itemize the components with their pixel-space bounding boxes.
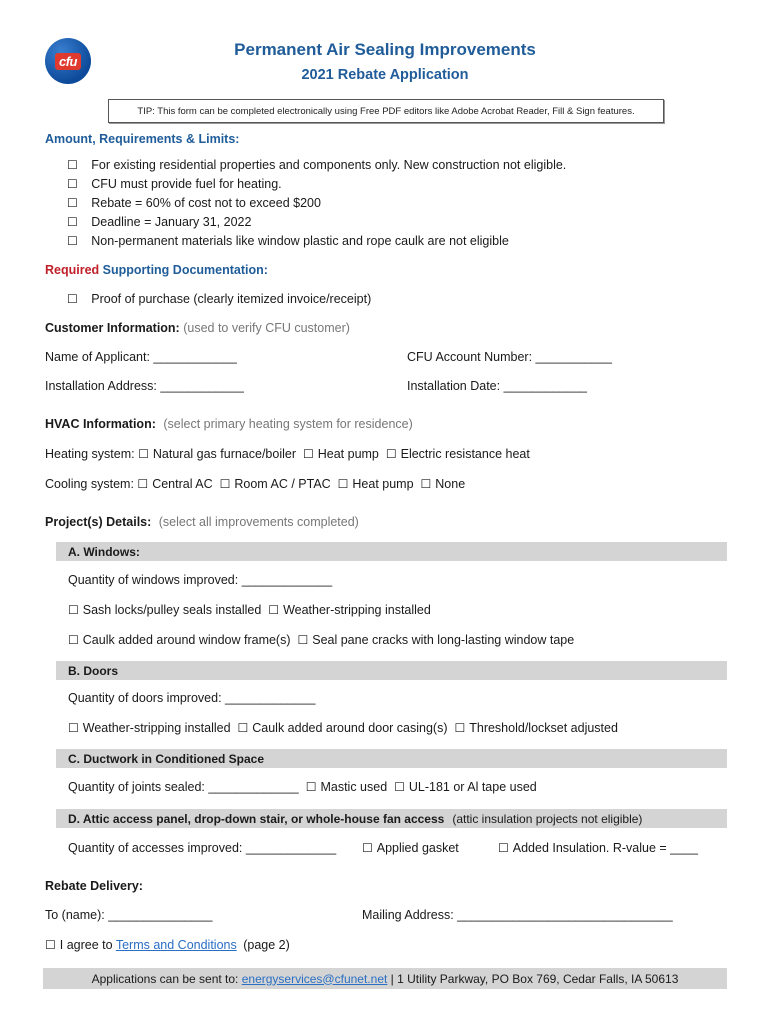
amount-item-label: Non-permanent materials like window plastic and rope caulk are not eligible — [91, 234, 509, 248]
cooling-option: Central AC — [152, 477, 213, 491]
windows-option: Caulk added around window frame(s) — [82, 633, 291, 647]
name-field[interactable]: Name of Applicant: ____________ — [45, 350, 237, 364]
doors-option: Weather-stripping installed — [82, 721, 231, 735]
agree-prefix: I agree to — [59, 938, 113, 952]
checkbox[interactable]: ☐ — [137, 477, 149, 491]
cooling-option: Heat pump — [352, 477, 414, 491]
hvac-heading — [45, 417, 413, 431]
amount-item[interactable] — [67, 196, 321, 210]
logo-text: cfu — [55, 53, 81, 70]
checkbox[interactable]: ☐ — [219, 477, 231, 491]
date-field[interactable]: Installation Date: ____________ — [407, 379, 588, 393]
attic-option: Added Insulation. R-value = ____ — [512, 841, 698, 855]
checkbox[interactable]: ☐ — [302, 447, 314, 461]
docs-item[interactable] — [67, 292, 371, 306]
tip-box — [108, 99, 664, 123]
checkbox[interactable]: ☐ — [68, 603, 79, 617]
attic-bar-label: D. Attic access panel, drop-down stair, or whole-house fan access — [68, 811, 445, 826]
heating-row — [45, 447, 530, 461]
checkbox[interactable]: ☐ — [67, 158, 78, 172]
windows-option: Weather-stripping installed — [283, 603, 431, 617]
cooling-label: Cooling system: — [45, 477, 134, 491]
checkbox[interactable]: ☐ — [67, 196, 78, 210]
amount-item-label: For existing residential properties and components only. New construction not eligible. — [91, 158, 567, 172]
page-subtitle: 2021 Rebate Application — [301, 67, 469, 83]
attic-option-insulation — [498, 841, 698, 855]
tip-text: TIP: This form can be completed electronically using Free PDF editors like Adobe Acrobat Reader, Fill & Sign features. — [137, 105, 635, 117]
doors-option: Caulk added around door casing(s) — [252, 721, 448, 735]
to-name-field[interactable]: To (name): _______________ — [45, 908, 213, 922]
mailing-address-field[interactable]: Mailing Address: _______________________________ — [362, 908, 673, 922]
checkbox[interactable]: ☐ — [138, 447, 149, 461]
windows-row-1 — [68, 603, 431, 617]
doors-bar: B. Doors — [56, 661, 727, 680]
attic-bar — [56, 809, 727, 828]
delivery-heading: Rebate Delivery: — [45, 879, 143, 893]
checkbox[interactable]: ☐ — [68, 633, 79, 647]
customer-heading-label: Customer Information: — [45, 321, 180, 335]
docs-heading — [45, 263, 268, 277]
cooling-row — [45, 477, 465, 491]
heating-label: Heating system: — [45, 447, 135, 461]
checkbox[interactable]: ☐ — [337, 477, 349, 491]
required-label: Required — [45, 263, 100, 277]
windows-option: Seal pane cracks with long-lasting window tape — [312, 633, 575, 647]
checkbox[interactable]: ☐ — [362, 841, 373, 855]
email-link[interactable]: energyservices@cfunet.net — [241, 971, 388, 986]
checkbox[interactable]: ☐ — [297, 633, 309, 647]
attic-option: Applied gasket — [376, 841, 459, 855]
ductwork-qty-field[interactable]: Quantity of joints sealed: _____________ — [68, 780, 299, 794]
page-title: Permanent Air Sealing Improvements — [234, 40, 536, 59]
ductwork-row — [68, 780, 537, 794]
customer-heading — [45, 321, 350, 335]
projects-heading — [45, 515, 359, 529]
windows-row-2 — [68, 633, 574, 647]
projects-heading-label: Project(s) Details: — [45, 515, 152, 529]
checkbox[interactable]: ☐ — [67, 234, 78, 248]
hvac-heading-label: HVAC Information: — [45, 417, 156, 431]
cooling-option: Room AC / PTAC — [234, 477, 331, 491]
agree-suffix: (page 2) — [243, 938, 290, 952]
checkbox[interactable]: ☐ — [45, 938, 56, 952]
checkbox[interactable]: ☐ — [67, 215, 78, 229]
amount-item[interactable] — [67, 234, 509, 248]
amount-heading: Amount, Requirements & Limits: — [45, 132, 240, 146]
checkbox[interactable]: ☐ — [67, 292, 78, 306]
checkbox[interactable]: ☐ — [268, 603, 280, 617]
attic-qty-field[interactable]: Quantity of accesses improved: _____________ — [68, 841, 337, 855]
ductwork-bar: C. Ductwork in Conditioned Space — [56, 749, 727, 768]
windows-bar: A. Windows: — [56, 542, 727, 561]
hvac-note: (select primary heating system for residence) — [163, 417, 413, 431]
attic-bar-note: (attic insulation projects not eligible) — [452, 811, 643, 826]
amount-item[interactable] — [67, 177, 282, 191]
ductwork-option: UL-181 or Al tape used — [408, 780, 537, 794]
checkbox[interactable]: ☐ — [237, 721, 249, 735]
heating-option: Natural gas furnace/boiler — [152, 447, 297, 461]
heating-option: Heat pump — [317, 447, 379, 461]
checkbox[interactable]: ☐ — [68, 721, 79, 735]
doors-qty-field[interactable]: Quantity of doors improved: _____________ — [68, 691, 316, 705]
doors-option: Threshold/lockset adjusted — [469, 721, 618, 735]
amount-item-label: Rebate = 60% of cost not to exceed $200 — [91, 196, 321, 210]
checkbox[interactable]: ☐ — [454, 721, 466, 735]
checkbox[interactable]: ☐ — [394, 780, 405, 794]
address-field[interactable]: Installation Address: ____________ — [45, 379, 244, 393]
amount-item[interactable] — [67, 158, 566, 172]
attic-option-gasket — [362, 841, 459, 855]
checkbox[interactable]: ☐ — [498, 841, 509, 855]
terms-link[interactable]: Terms and Conditions — [115, 938, 237, 952]
checkbox[interactable]: ☐ — [385, 447, 397, 461]
footer-bar — [43, 968, 727, 989]
docs-heading-label: Supporting Documentation: — [102, 263, 268, 277]
checkbox[interactable]: ☐ — [420, 477, 432, 491]
footer-address: | 1 Utility Parkway, PO Box 769, Cedar Falls, IA 50613 — [390, 971, 679, 986]
doors-row-1 — [68, 721, 618, 735]
agree-row — [45, 938, 290, 952]
checkbox[interactable]: ☐ — [305, 780, 317, 794]
checkbox[interactable]: ☐ — [67, 177, 78, 191]
cooling-option: None — [435, 477, 466, 491]
account-field[interactable]: CFU Account Number: ___________ — [407, 350, 612, 364]
docs-item-label: Proof of purchase (clearly itemized invoice/receipt) — [91, 292, 372, 306]
ductwork-option: Mastic used — [320, 780, 388, 794]
amount-item-label: Deadline = January 31, 2022 — [91, 215, 252, 229]
customer-note: (used to verify CFU customer) — [183, 321, 350, 335]
heating-option: Electric resistance heat — [400, 447, 530, 461]
amount-item-label: CFU must provide fuel for heating. — [91, 177, 282, 191]
projects-note: (select all improvements completed) — [158, 515, 359, 529]
windows-qty-field[interactable]: Quantity of windows improved: _____________ — [68, 573, 333, 587]
windows-option: Sash locks/pulley seals installed — [82, 603, 262, 617]
amount-item[interactable] — [67, 215, 251, 229]
footer-prefix: Applications can be sent to: — [91, 971, 239, 986]
